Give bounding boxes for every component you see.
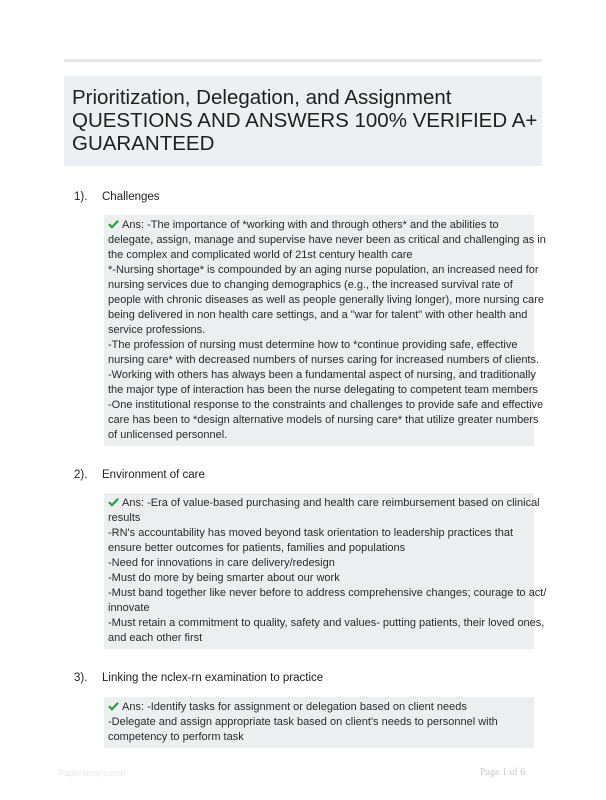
- answer-text: service professions.: [108, 324, 206, 336]
- footer-page-number: Page 1 of 6: [480, 767, 526, 778]
- answer-line: [108, 413, 539, 428]
- answer-text: of unlicensed personnel.: [108, 429, 228, 441]
- answer-line: [108, 541, 530, 556]
- answer-line: [108, 278, 530, 293]
- answer-text: -RN's accountability has moved beyond task orientation to leadership practices that: [108, 527, 514, 539]
- question-number: 3).: [74, 672, 88, 684]
- answer-text: -Must band together like never before to address comprehensive changes; courage to act/: [108, 587, 547, 599]
- question-text: Linking the nclex-rn examination to practice: [102, 672, 324, 684]
- answer-line: [108, 323, 530, 338]
- footer-site-watermark: Paperlibrary.com: [58, 768, 126, 778]
- answer-line: [108, 511, 530, 526]
- answer-text: nursing care* with decreased numbers of nurses caring for increased numbers of clients.: [108, 354, 540, 366]
- answer-text: Ans: -The importance of *working with and through others* and the abilities to: [122, 219, 499, 231]
- answer-box-1: [104, 215, 546, 446]
- answer-text: competency to perform task: [108, 731, 244, 743]
- answer-text: -Working with others has always been a fundamental aspect of nursing, and traditionally: [108, 369, 536, 381]
- answer-line: [108, 293, 544, 308]
- question-number: 2).: [74, 469, 88, 481]
- answer-line: [108, 353, 540, 368]
- answer-line: [108, 428, 530, 443]
- answer-text: -One institutional response to the constraints and challenges to provide safe and effective: [108, 399, 544, 411]
- answer-line: [108, 700, 530, 715]
- answer-text: and each other first: [108, 632, 203, 644]
- answer-text: -Must do more by being smarter about our work: [108, 572, 340, 584]
- answer-line: [108, 398, 544, 413]
- answer-line: [108, 233, 546, 248]
- answer-text: people with chronic diseases as well as people generally living longer), more nursing care: [108, 294, 544, 306]
- check-icon: [108, 497, 119, 507]
- answer-text: results: [108, 512, 141, 524]
- answer-line: [108, 631, 530, 646]
- document-title-box: [64, 76, 542, 166]
- question-number: 1).: [74, 191, 88, 203]
- title-line-3: GUARANTEED: [72, 132, 215, 155]
- answer-text: -Need for innovations in care delivery/redesign: [108, 557, 335, 569]
- answer-line: [108, 263, 539, 278]
- answer-text: -The profession of nursing must determine how to *continue providing safe, effective: [108, 339, 518, 351]
- answer-text: delegate, assign, manage and supervise have never been as critical and challenging as in: [108, 234, 546, 246]
- answer-line: [108, 368, 536, 383]
- answer-box-3: [104, 697, 534, 748]
- answer-line: [108, 730, 530, 745]
- answer-text: the major type of interaction has been the nurse delegating to competent team members: [108, 384, 538, 396]
- answer-line: [108, 526, 530, 541]
- answer-line: [108, 715, 530, 730]
- answer-line: [108, 248, 530, 263]
- question-text: Challenges: [102, 191, 160, 203]
- answer-text: -Must retain a commitment to quality, safety and values- putting patients, their loved ones,: [108, 617, 545, 629]
- answer-line: [108, 308, 530, 323]
- check-icon: [108, 219, 119, 229]
- top-divider: [64, 59, 542, 62]
- answer-line: [108, 496, 540, 511]
- answer-line: [108, 556, 530, 571]
- answer-text: Ans: -Era of value-based purchasing and health care reimbursement based on clinical: [122, 497, 540, 509]
- answer-text: Ans: -Identify tasks for assignment or delegation based on client needs: [122, 701, 467, 713]
- answer-text: care has been to *design alternative models of nursing care* that utilize greater numbers: [108, 414, 539, 426]
- answer-text: innovate: [108, 602, 150, 614]
- answer-text: ensure better outcomes for patients, families and populations: [108, 542, 406, 554]
- answer-line: [108, 616, 545, 631]
- answer-text: the complex and complicated world of 21st century health care: [108, 249, 413, 261]
- title-line-1: Prioritization, Delegation, and Assignment: [72, 86, 452, 109]
- answer-line: [108, 601, 530, 616]
- answer-line: [108, 383, 538, 398]
- answer-line: [108, 338, 530, 353]
- answer-line: [108, 571, 530, 586]
- title-line-2: QUESTIONS AND ANSWERS 100% VERIFIED A+: [72, 109, 538, 132]
- answer-line: [108, 586, 547, 601]
- answer-text: *-Nursing shortage* is compounded by an aging nurse population, an increased need for: [108, 264, 539, 276]
- question-text: Environment of care: [102, 469, 205, 481]
- answer-text: -Delegate and assign appropriate task based on client's needs to personnel with: [108, 716, 498, 728]
- answer-text: being delivered in non health care settings, and a "war for talent" with other health and: [108, 309, 528, 321]
- answer-box-2: [104, 493, 547, 649]
- answer-line: [108, 218, 530, 233]
- check-icon: [108, 701, 119, 711]
- answer-text: nursing services due to changing demographics (e.g., the increased survival rate of: [108, 279, 513, 291]
